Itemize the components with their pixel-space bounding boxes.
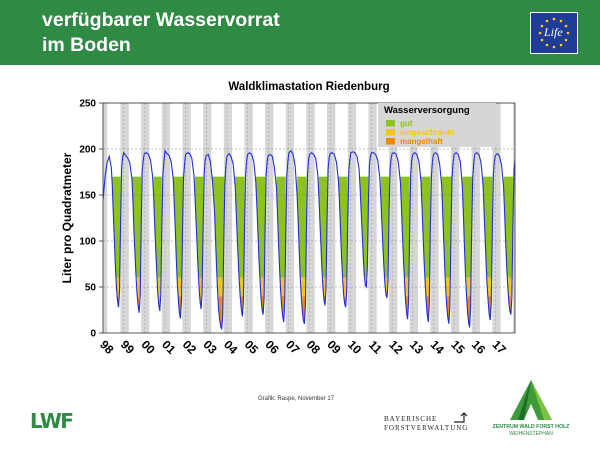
- ytick-label: 50: [84, 282, 96, 294]
- ytick-label: 200: [79, 144, 96, 156]
- zwfh-logo-line2: WEIHENSTEPHAN: [509, 431, 553, 437]
- winter-band: [306, 103, 314, 333]
- winter-band: [183, 103, 191, 333]
- winter-band: [327, 103, 335, 333]
- xtick-label: 17: [489, 337, 509, 357]
- winter-band: [203, 103, 211, 333]
- bayer-logo-line2: FORSTVERWALTUNG: [384, 424, 469, 432]
- winter-band: [265, 103, 273, 333]
- legend-swatch: [386, 129, 395, 136]
- xtick-label: 16: [468, 337, 489, 357]
- xtick-label: 00: [138, 337, 158, 357]
- zentrum-wald-forst-holz-logo: [480, 378, 582, 438]
- winter-band: [121, 103, 129, 333]
- legend-label: eingeschränkt: [400, 128, 455, 137]
- xtick-label: 10: [344, 337, 365, 357]
- lwf-logo: [30, 408, 80, 432]
- legend-swatch: [386, 138, 395, 145]
- y-axis-label: Liter pro Quadratmeter: [60, 152, 74, 284]
- zwfh-logo-mark-icon: [508, 378, 554, 422]
- xtick-label: 03: [200, 337, 220, 357]
- page-title: [42, 8, 280, 58]
- xtick-label: 01: [159, 337, 179, 357]
- bayer-logo-mark-icon: [452, 412, 472, 426]
- xtick-label: 14: [427, 337, 447, 357]
- legend-title: Wasserversorgung: [384, 105, 470, 116]
- winter-band: [368, 103, 376, 333]
- xtick-label: 09: [324, 337, 344, 357]
- zwfh-logo-line1: ZENTRUM WALD FORST HOLZ: [492, 424, 570, 430]
- ytick-label: 150: [79, 190, 96, 202]
- eu-logo-text: Life: [544, 25, 563, 39]
- bayer-logo-line1: BAYERISCHE: [384, 415, 438, 423]
- xtick-label: 13: [406, 337, 427, 357]
- xtick-label: 07: [283, 337, 303, 357]
- chart: [0, 70, 600, 390]
- xtick-label: 08: [303, 337, 324, 357]
- legend-label: gut: [400, 119, 413, 128]
- legend-label: mangelhaft: [400, 137, 443, 146]
- graph-credit: Grafik: Raspe, November 17: [258, 396, 335, 402]
- winter-band: [244, 103, 252, 333]
- bayerische-forstverwaltung-logo: [384, 412, 474, 440]
- lwf-logo-text: LWF: [30, 409, 73, 432]
- page-title-line2: im Boden: [42, 34, 131, 56]
- xtick-label: 99: [117, 337, 138, 357]
- eu-life-logo: [530, 12, 578, 54]
- chart-title: Waldklimastation Riedenburg: [228, 81, 390, 93]
- ytick-label: 250: [79, 98, 96, 110]
- winter-band: [286, 103, 294, 333]
- xtick-label: 98: [97, 337, 117, 357]
- xtick-label: 04: [221, 337, 241, 357]
- winter-band: [224, 103, 232, 333]
- winter-band: [103, 103, 107, 333]
- header-bar: [0, 0, 600, 65]
- winter-band: [348, 103, 356, 333]
- xtick-label: 12: [386, 337, 406, 357]
- xtick-label: 05: [241, 337, 262, 357]
- winter-band: [162, 103, 170, 333]
- xtick-label: 15: [448, 337, 468, 357]
- xtick-label: 06: [262, 337, 282, 357]
- xtick-label: 02: [179, 337, 200, 357]
- ytick-label: 0: [90, 328, 96, 340]
- xtick-label: 11: [365, 337, 385, 357]
- legend-swatch: [386, 120, 395, 127]
- legend: [378, 103, 496, 147]
- page-title-line1: verfügbarer Wasservorrat: [42, 9, 280, 31]
- ytick-label: 100: [79, 236, 96, 248]
- winter-band: [141, 103, 149, 333]
